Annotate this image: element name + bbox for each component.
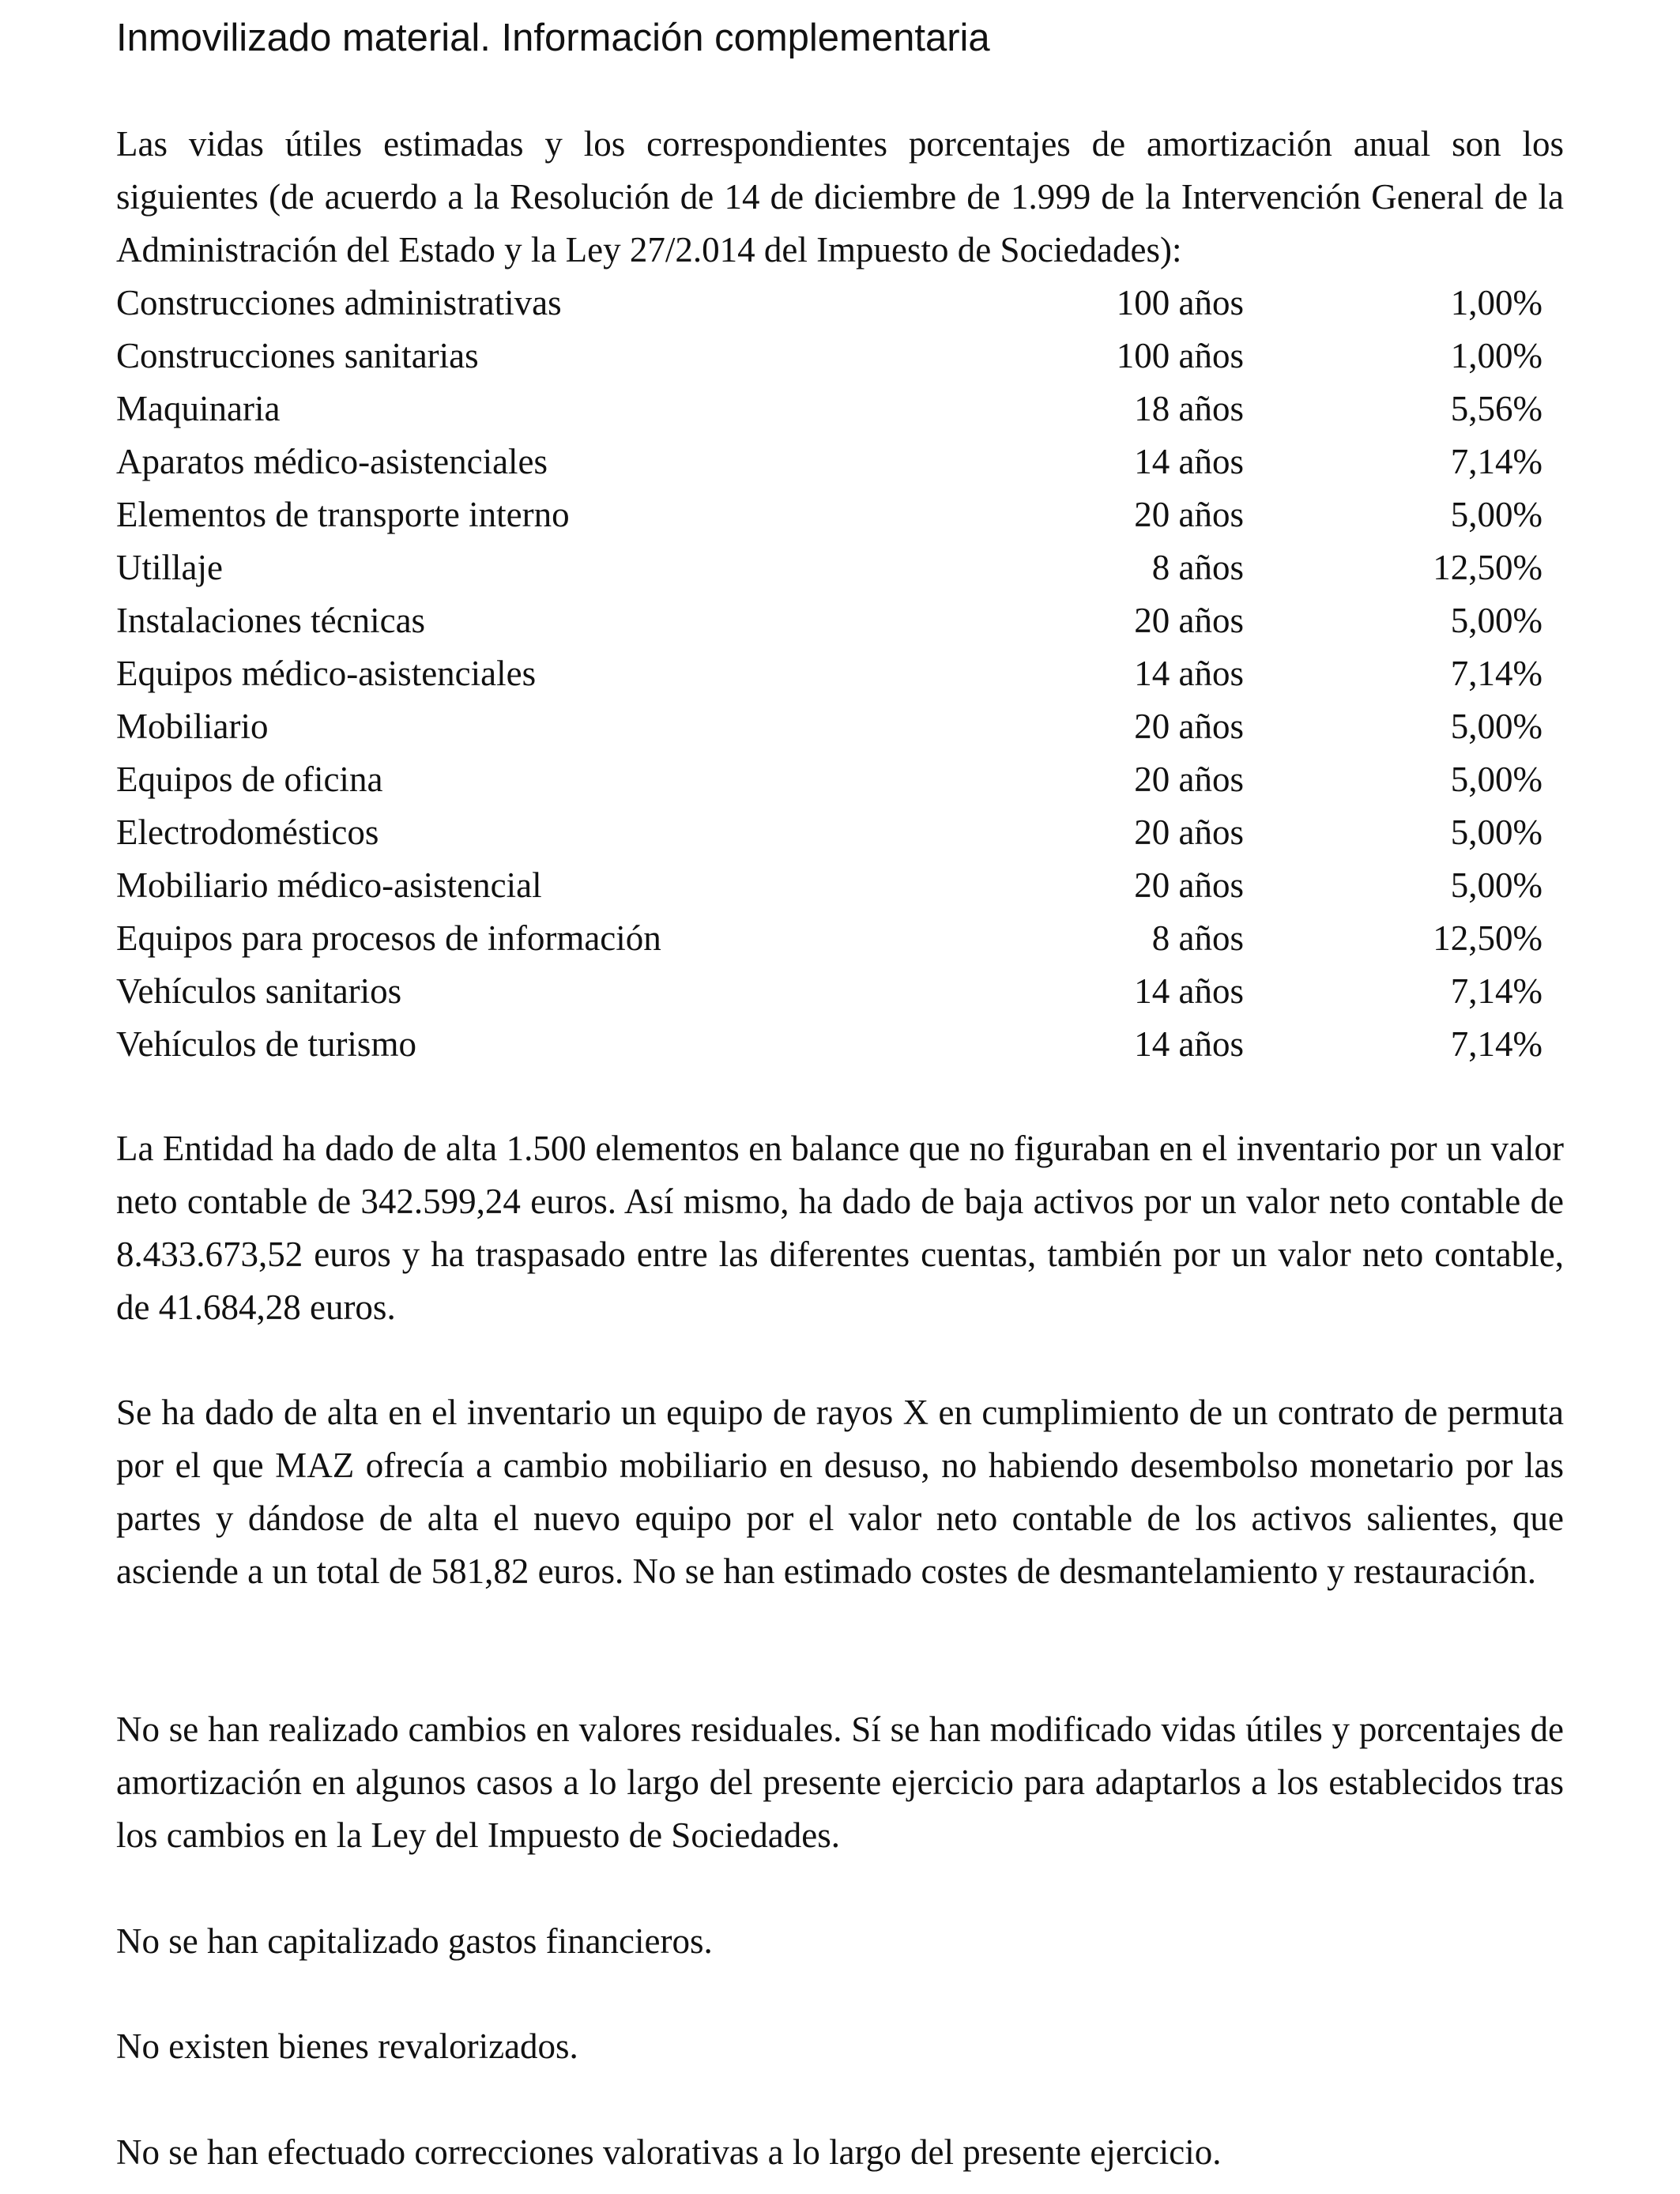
rate-useful-life: 8 años: [1151, 548, 1244, 587]
rate-useful-life: 100 años: [1116, 336, 1244, 375]
rate-name: Aparatos médico-asistenciales: [116, 442, 548, 481]
rate-percentage: 5,56%: [1450, 389, 1543, 428]
rate-row: [116, 647, 1564, 700]
rate-useful-life: 14 años: [1134, 654, 1244, 693]
rate-percentage: 7,14%: [1450, 1024, 1543, 1064]
rate-useful-life: 20 años: [1134, 812, 1244, 852]
rate-row: [116, 330, 1564, 383]
xray-equipment-paragraph: Se ha dado de alta en el inventario un equipo de rayos X en cumplimiento de un contrato de permuta por el que MAZ ofrecía a cambio mobiliario en desuso, no habiendo desembolso monetario por las partes y dándose de alta el nuevo equipo por el valor neto contable de los activos salientes, que asciende a un total de 581,82 euros. No se han estimado costes de desmantelamiento y restauración.: [116, 1393, 1564, 1591]
rate-row: [116, 1018, 1564, 1071]
rate-useful-life: 20 años: [1134, 760, 1244, 799]
rate-useful-life: 20 años: [1134, 707, 1244, 746]
rate-row: [116, 859, 1564, 912]
rate-name: Construcciones sanitarias: [116, 336, 479, 375]
rate-row: [116, 383, 1564, 435]
rate-useful-life: 100 años: [1116, 283, 1244, 322]
rate-row: [116, 488, 1564, 541]
assets-movements-paragraph: La Entidad ha dado de alta 1.500 elementos en balance que no figuraban en el inventario por un valor neto contable de 342.599,24 euros. Así mismo, ha dado de baja activos por un valor neto contable de 8.433.673,52 euros y ha traspasado entre las diferentes cuentas, también por un valor neto contable, de 41.684,28 euros.: [116, 1129, 1564, 1327]
rate-percentage: 7,14%: [1450, 654, 1543, 693]
rate-name: Maquinaria: [116, 389, 281, 428]
rate-row: [116, 806, 1564, 859]
rate-percentage: 5,00%: [1450, 601, 1543, 640]
rate-useful-life: 20 años: [1134, 865, 1244, 905]
rate-percentage: 5,00%: [1450, 495, 1543, 534]
rate-name: Equipos de oficina: [116, 760, 383, 799]
rate-useful-life: 14 años: [1134, 971, 1244, 1011]
rate-row: [116, 594, 1564, 647]
rate-name: Vehículos sanitarios: [116, 971, 402, 1011]
rate-row: [116, 753, 1564, 806]
rate-name: Equipos médico-asistenciales: [116, 654, 537, 693]
rate-useful-life: 20 años: [1134, 601, 1244, 640]
rate-percentage: 5,00%: [1450, 760, 1543, 799]
rate-percentage: 7,14%: [1450, 442, 1543, 481]
page-title: Inmovilizado material. Información complementaria: [116, 17, 990, 59]
rate-row: [116, 541, 1564, 594]
rate-name: Instalaciones técnicas: [116, 601, 426, 640]
rate-name: Construcciones administrativas: [116, 283, 562, 322]
rate-row: [116, 435, 1564, 488]
rate-name: Electrodomésticos: [116, 812, 379, 852]
rate-row: [116, 277, 1564, 330]
rate-percentage: 5,00%: [1450, 865, 1543, 905]
rate-percentage: 1,00%: [1450, 336, 1543, 375]
rate-row: [116, 912, 1564, 965]
rate-name: Utillaje: [116, 548, 223, 587]
rate-row: [116, 700, 1564, 753]
rate-name: Vehículos de turismo: [116, 1024, 416, 1064]
rate-percentage: 7,14%: [1450, 971, 1543, 1011]
rate-useful-life: 20 años: [1134, 495, 1244, 534]
rate-percentage: 12,50%: [1433, 918, 1543, 958]
rate-percentage: 5,00%: [1450, 812, 1543, 852]
valuation-corrections-paragraph: No se han efectuado correcciones valorativas a lo largo del presente ejercicio.: [116, 2132, 1222, 2172]
rate-useful-life: 14 años: [1134, 442, 1244, 481]
rate-row: [116, 965, 1564, 1018]
rate-useful-life: 8 años: [1151, 918, 1244, 958]
rate-percentage: 5,00%: [1450, 707, 1543, 746]
rate-useful-life: 18 años: [1134, 389, 1244, 428]
intro-paragraph: Las vidas útiles estimadas y los correspondientes porcentajes de amortización anual son los siguientes (de acuerdo a la Resolución de 14 de diciembre de 1.999 de la Intervención General de la Administración del Estado y la Ley 27/2.014 del Impuesto de Sociedades):: [116, 124, 1564, 270]
financial-costs-paragraph: No se han capitalizado gastos financieros.: [116, 1921, 713, 1961]
rate-useful-life: 14 años: [1134, 1024, 1244, 1064]
amortization-rates-list: [116, 277, 1564, 1071]
rate-name: Mobiliario: [116, 707, 269, 746]
rate-name: Elementos de transporte interno: [116, 495, 570, 534]
rate-name: Mobiliario médico-asistencial: [116, 865, 542, 905]
residual-values-paragraph: No se han realizado cambios en valores residuales. Sí se han modificado vidas útiles y porcentajes de amortización en algunos casos a lo largo del presente ejercicio para adaptarlos a los establecidos tras los cambios en la Ley del Impuesto de Sociedades.: [116, 1710, 1564, 1855]
rate-percentage: 1,00%: [1450, 283, 1543, 322]
rate-name: Equipos para procesos de información: [116, 918, 661, 958]
rate-percentage: 12,50%: [1433, 548, 1543, 587]
revalued-assets-paragraph: No existen bienes revalorizados.: [116, 2026, 578, 2066]
